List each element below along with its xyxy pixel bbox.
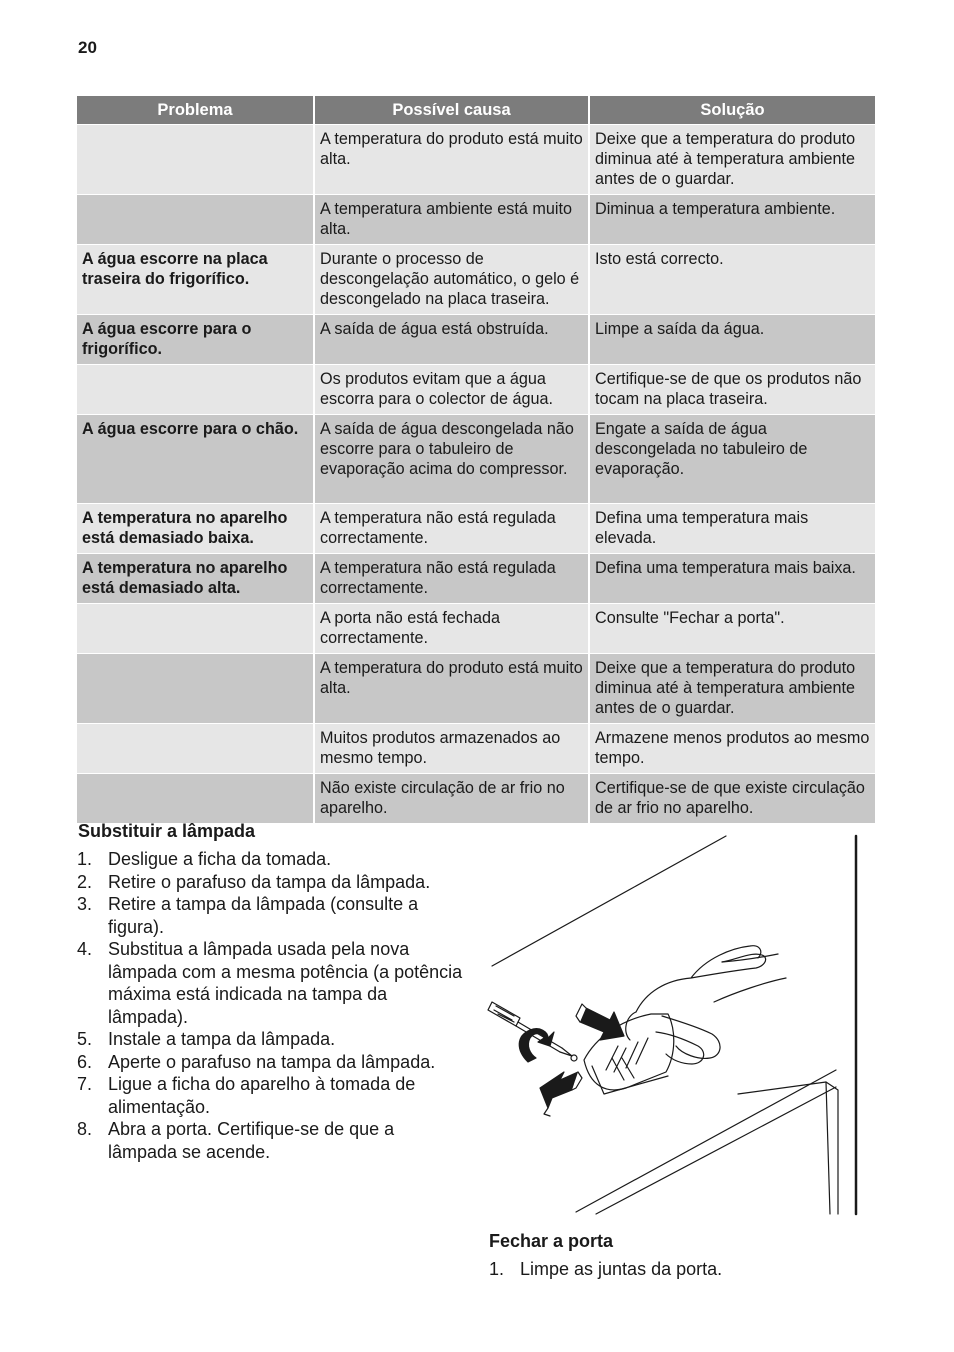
header-problem: Problema: [77, 96, 314, 125]
cell-problem: [77, 365, 314, 415]
list-item: [77, 1073, 467, 1118]
list-item: [77, 1028, 467, 1051]
cell-problem: A água escorre para o frigorífico.: [77, 315, 314, 365]
cell-solution: Engate a saída de água descongelada no tabuleiro de evaporação.: [589, 415, 875, 504]
list-item: [77, 848, 467, 871]
cell-solution: Defina uma temperatura mais elevada.: [589, 504, 875, 554]
step-text: Abra a porta. Certifique-se de que a lâmpada se acende.: [108, 1119, 395, 1162]
cell-cause: A temperatura não está regulada correctamente.: [314, 504, 589, 554]
cell-problem: A temperatura no aparelho está demasiado baixa.: [77, 504, 314, 554]
list-item: [489, 1258, 869, 1281]
cell-cause: A temperatura do produto está muito alta.: [314, 125, 589, 195]
table-row: [77, 554, 875, 604]
step-text: Limpe as juntas da porta.: [520, 1259, 723, 1279]
step-number: 5.: [77, 1029, 93, 1049]
cell-cause: Não existe circulação de ar frio no aparelho.: [314, 774, 589, 824]
table-header-row: [77, 96, 875, 125]
cell-problem: [77, 654, 314, 724]
list-item: [77, 871, 467, 894]
list-item: [77, 1118, 467, 1163]
cell-cause: A temperatura do produto está muito alta.: [314, 654, 589, 724]
cell-problem: [77, 724, 314, 774]
cell-problem: A água escorre para o chão.: [77, 415, 314, 504]
lamp-steps-list: [77, 848, 467, 1163]
step-number: 7.: [77, 1074, 93, 1094]
table-row: [77, 365, 875, 415]
cell-cause: A porta não está fechada correctamente.: [314, 604, 589, 654]
list-item: [77, 893, 467, 938]
cell-cause: A temperatura ambiente está muito alta.: [314, 195, 589, 245]
cell-cause: Muitos produtos armazenados ao mesmo tempo.: [314, 724, 589, 774]
step-number: 8.: [77, 1119, 93, 1139]
cell-solution: Isto está correcto.: [589, 245, 875, 315]
step-number: 6.: [77, 1051, 93, 1072]
lamp-section-title: Substituir a lâmpada: [78, 821, 256, 841]
step-number: 1.: [489, 1259, 505, 1279]
table-row: [77, 315, 875, 365]
cell-cause: A temperatura não está regulada correctamente.: [314, 554, 589, 604]
door-steps-list: [489, 1258, 869, 1281]
step-number: 4.: [77, 939, 93, 959]
table-row: [77, 245, 875, 315]
cell-problem: A temperatura no aparelho está demasiado alta.: [77, 554, 314, 604]
step-number: 2.: [77, 871, 93, 892]
header-cause: Possível causa: [314, 96, 589, 125]
cell-solution: Certifique-se de que os produtos não tocam na placa traseira.: [589, 365, 875, 415]
table-row: [77, 724, 875, 774]
list-item: [77, 1051, 467, 1074]
step-text: Instale a tampa da lâmpada.: [108, 1029, 336, 1049]
cell-solution: Diminua a temperatura ambiente.: [589, 195, 875, 245]
cell-problem: [77, 125, 314, 195]
cell-cause: A saída de água descongelada não escorre para o tabuleiro de evaporação acima do compressor.: [314, 415, 589, 504]
cell-problem: [77, 774, 314, 824]
list-item: [77, 938, 467, 1028]
table-row: [77, 604, 875, 654]
troubleshooting-table: [77, 96, 875, 823]
cell-problem: [77, 195, 314, 245]
cell-solution: Limpe a saída da água.: [589, 315, 875, 365]
cell-problem: A água escorre na placa traseira do frigorífico.: [77, 245, 314, 315]
cell-solution: Deixe que a temperatura do produto diminua até à temperatura ambiente antes de o guardar.: [589, 654, 875, 724]
table-row: [77, 774, 875, 824]
step-text: Ligue a ficha do aparelho à tomada de alimentação.: [108, 1074, 416, 1117]
table-row: [77, 654, 875, 724]
step-text: Substitua a lâmpada usada pela nova lâmpada com a mesma potência (a potência máxima está indicada na tampa da lâmpada).: [108, 939, 463, 1027]
step-text: Aperte o parafuso na tampa da lâmpada.: [108, 1051, 436, 1072]
page-number: 20: [78, 38, 97, 57]
step-text: Retire a tampa da lâmpada (consulte a figura).: [108, 894, 419, 937]
cell-problem: [77, 604, 314, 654]
cell-cause: A saída de água está obstruída.: [314, 315, 589, 365]
cell-cause: Durante o processo de descongelação automático, o gelo é descongelado na placa traseira.: [314, 245, 589, 315]
table-row: [77, 125, 875, 195]
cell-solution: Consulte "Fechar a porta".: [589, 604, 875, 654]
cell-solution: Armazene menos produtos ao mesmo tempo.: [589, 724, 875, 774]
cell-cause: Os produtos evitam que a água escorra para o colector de água.: [314, 365, 589, 415]
cell-solution: Certifique-se de que existe circulação de ar frio no aparelho.: [589, 774, 875, 824]
door-section-title: Fechar a porta: [489, 1231, 614, 1251]
table-row: [77, 415, 875, 504]
table-row: [77, 195, 875, 245]
table-row: [77, 504, 875, 554]
step-text: Desligue a ficha da tomada.: [108, 849, 332, 869]
cell-solution: Deixe que a temperatura do produto diminua até à temperatura ambiente antes de o guardar.: [589, 125, 875, 195]
lamp-replacement-illustration: [486, 832, 858, 1216]
step-number: 1.: [77, 849, 93, 869]
cell-solution: Defina uma temperatura mais baixa.: [589, 554, 875, 604]
step-text: Retire o parafuso da tampa da lâmpada.: [108, 871, 431, 892]
header-solution: Solução: [589, 96, 875, 125]
step-number: 3.: [77, 894, 93, 914]
